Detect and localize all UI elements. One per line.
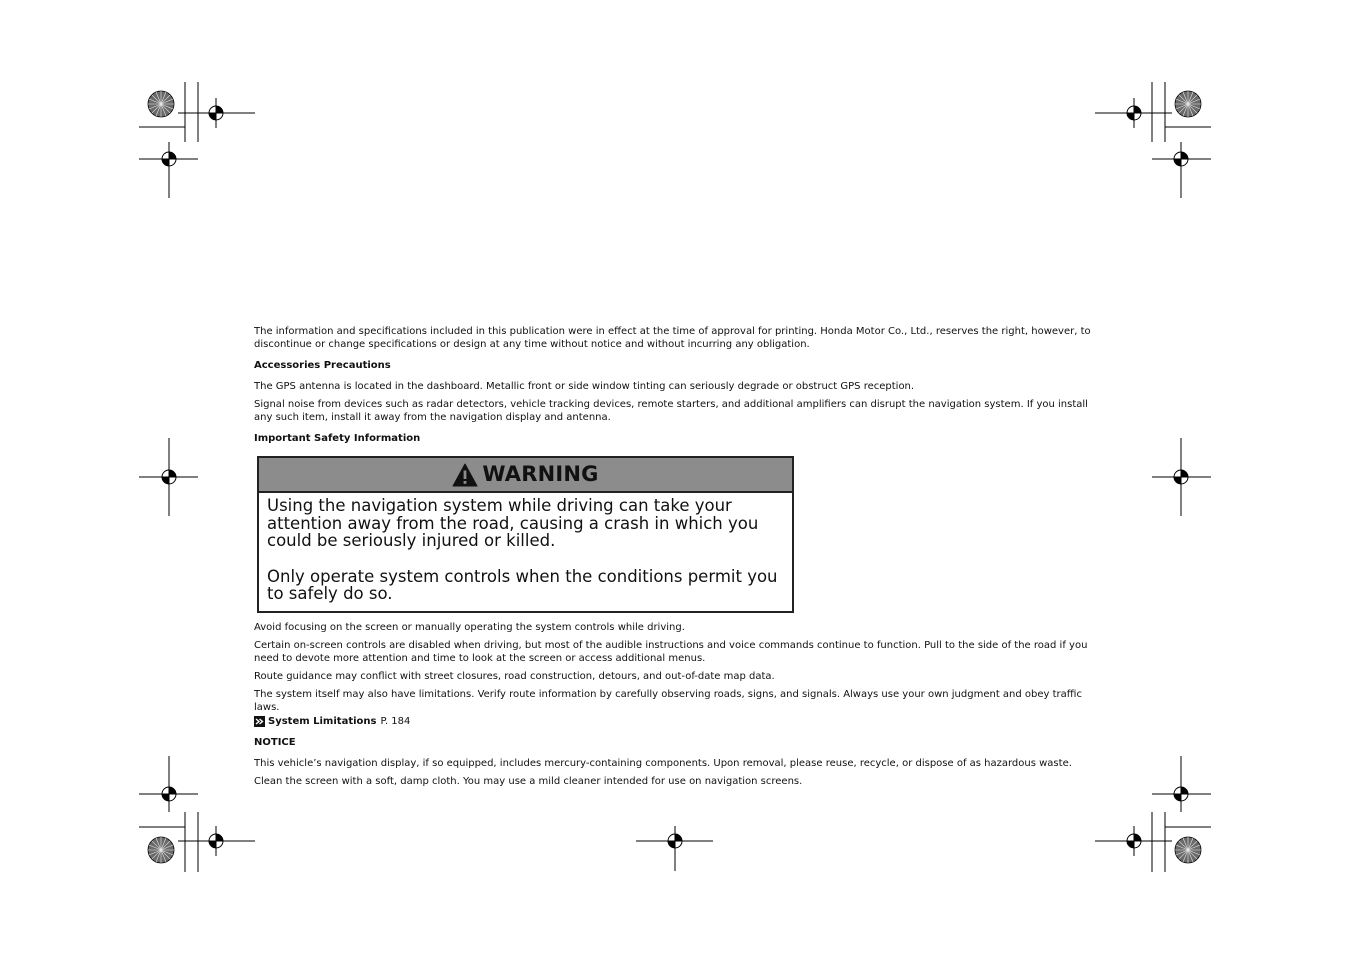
accessories-paragraph-2: Signal noise from devices such as radar detectors, vehicle tracking devices, remote starters, and additional amplifiers can disrupt the navigation system. If you install any such item, install it away from the navigation display and antenna.: [254, 399, 1088, 423]
intro-paragraph: The information and specifications included in this publication were in effect at the time of approval for printing. Honda Motor Co., Ltd., reserves the right, however, to discontinue or change specifications or design at any time without notice and without incurring any obligation.: [254, 326, 1091, 350]
warning-title: WARNING: [482, 462, 599, 486]
notice-paragraph-1: This vehicle’s navigation display, if so equipped, includes mercury-containing components. Upon removal, please reuse, recycle, or dispose of as hazardous waste.: [254, 757, 1072, 769]
system-limitations-link[interactable]: [254, 715, 1096, 728]
warning-header: [259, 458, 792, 493]
accessories-heading: Accessories Precautions: [254, 360, 391, 371]
accessories-paragraph-1: The GPS antenna is located in the dashboard. Metallic front or side window tinting can seriously degrade or obstruct GPS reception.: [254, 381, 915, 392]
arrow-reference-icon: [254, 716, 265, 727]
safety-paragraph-2: Certain on-screen controls are disabled when driving, but most of the audible instructions and voice commands continue to function. Pull to the side of the road if you need to devote more attention and time to look at the screen or access additional menus.: [254, 639, 1088, 664]
warning-box: [257, 456, 794, 613]
warning-body: [259, 493, 792, 611]
notice-paragraph-2: Clean the screen with a soft, damp cloth. You may use a mild cleaner intended for use on navigation screens.: [254, 775, 803, 787]
warning-paragraph-2: Only operate system controls when the conditions permit you to safely do so.: [267, 566, 778, 603]
safety-heading: Important Safety Information: [254, 433, 421, 444]
manual-page-content: [254, 325, 1096, 793]
safety-paragraph-1: Avoid focusing on the screen or manually operating the system controls while driving.: [254, 621, 685, 633]
warning-paragraph-1: Using the navigation system while driving can take your attention away from the road, causing a crash in which you could be seriously injured or killed.: [267, 496, 759, 550]
xref-label: System Limitations: [268, 715, 377, 727]
xref-page: P. 184: [380, 715, 411, 727]
warning-triangle-icon: [452, 463, 478, 487]
notice-heading: NOTICE: [254, 736, 296, 748]
safety-paragraph-4: The system itself may also have limitations. Verify route information by carefully observing roads, signs, and signals. Always use your own judgment and obey traffic laws.: [254, 688, 1082, 713]
safety-paragraph-3: Route guidance may conflict with street closures, road construction, detours, and out-of-date map data.: [254, 670, 775, 682]
